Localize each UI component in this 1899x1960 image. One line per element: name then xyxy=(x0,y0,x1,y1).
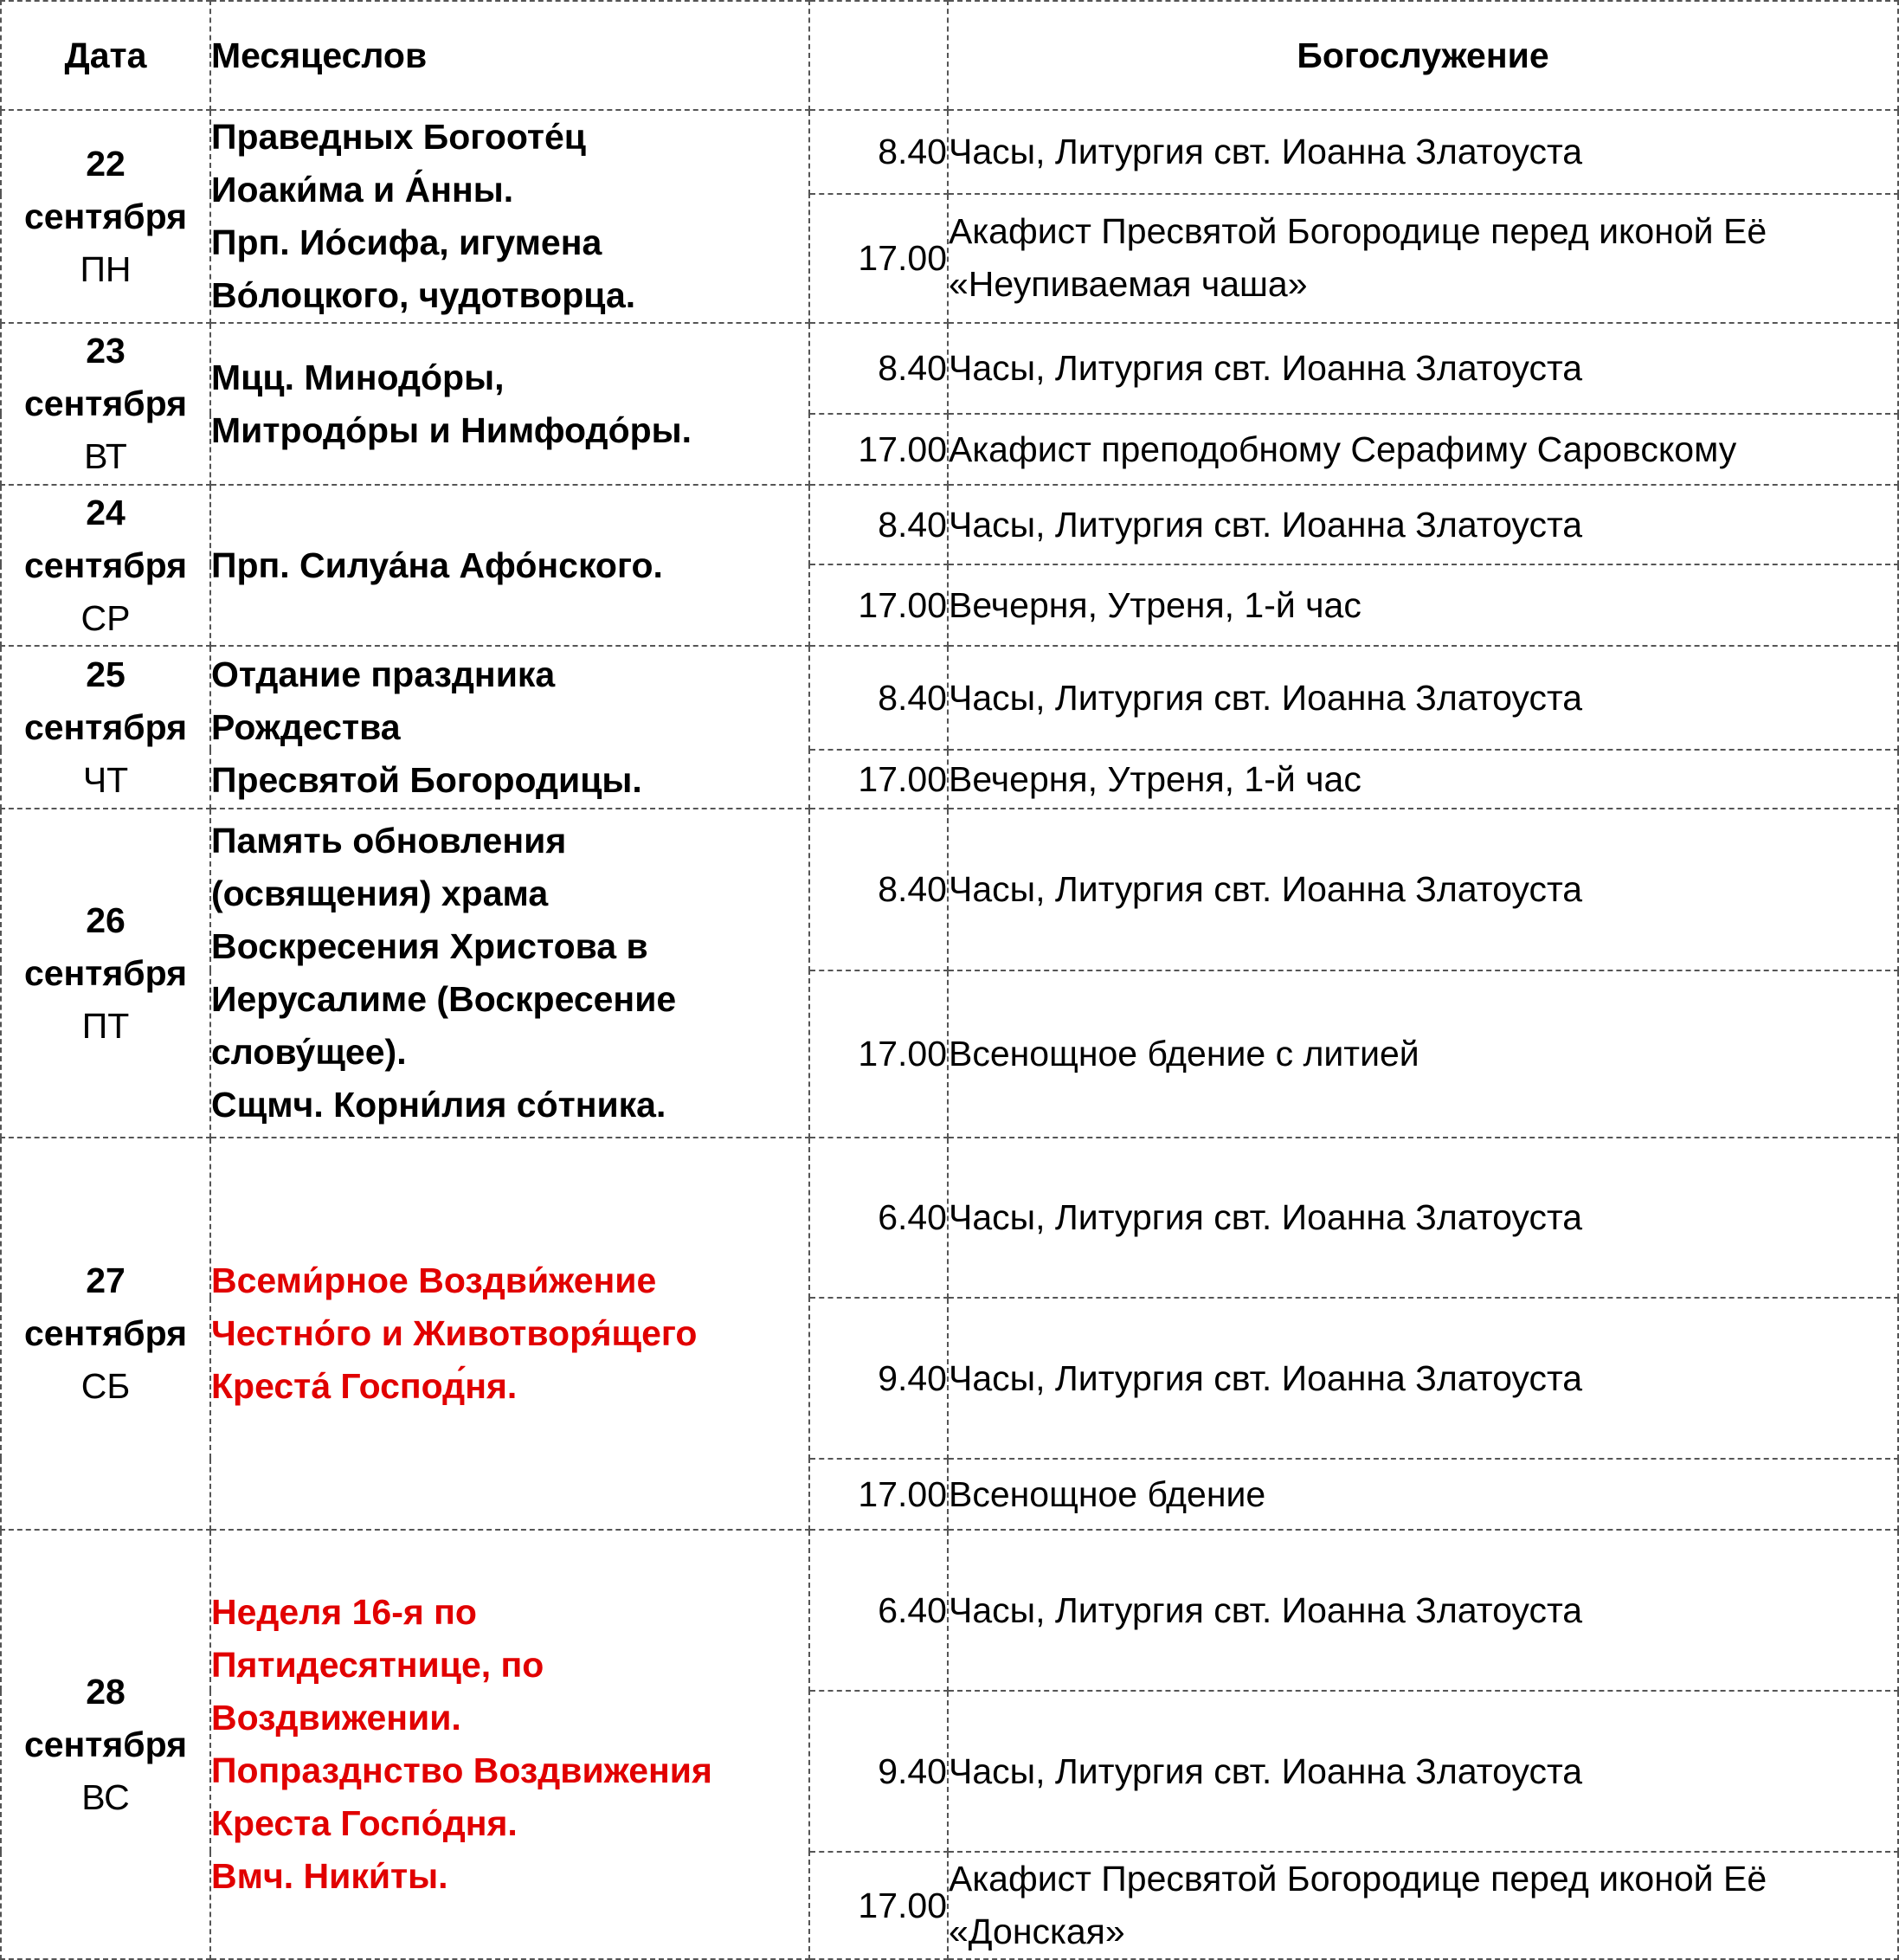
calendar-line: Мцц. Минодо́ры, xyxy=(211,357,505,397)
service-text-line: Вечерня, Утреня, 1-й час xyxy=(949,584,1361,625)
service-text-line: Акафист Пресвятой Богородице перед иконой Её xyxy=(949,1859,1767,1899)
calendar-line: Честно́го и Животворя́щего xyxy=(211,1313,698,1353)
calendar-line: Всеми́рное Воздви́жение xyxy=(211,1260,657,1300)
service-time: 17.00 xyxy=(809,970,948,1138)
calendar-line: Рождества xyxy=(211,706,401,747)
table-row xyxy=(1,110,1898,194)
date-cell xyxy=(1,809,210,1138)
service-time: 8.40 xyxy=(809,323,948,414)
table-row xyxy=(1,646,1898,750)
calendar-line: Креста Госпо́дня. xyxy=(211,1803,518,1843)
service-time: 17.00 xyxy=(809,564,948,646)
calendar-cell xyxy=(210,323,809,485)
date-weekday: ПН xyxy=(80,248,132,289)
calendar-line: Креста́ Господ́ня. xyxy=(211,1366,518,1406)
table-row xyxy=(1,1138,1898,1298)
service-time: 9.40 xyxy=(809,1298,948,1459)
service-cell xyxy=(948,1298,1898,1459)
service-time: 8.40 xyxy=(809,646,948,750)
calendar-line: Вмч. Ники́ты. xyxy=(211,1856,448,1896)
date-day-number: 25 xyxy=(86,654,126,694)
table-row xyxy=(1,485,1898,564)
service-time: 8.40 xyxy=(809,809,948,970)
date-weekday: ЧТ xyxy=(82,759,129,800)
date-weekday: СБ xyxy=(80,1366,131,1406)
header-date: Дата xyxy=(1,1,210,110)
calendar-cell xyxy=(210,485,809,646)
service-cell xyxy=(948,110,1898,194)
service-cell xyxy=(948,750,1898,809)
service-cell xyxy=(948,809,1898,970)
service-time: 6.40 xyxy=(809,1530,948,1691)
service-cell xyxy=(948,194,1898,323)
service-time: 17.00 xyxy=(809,414,948,485)
service-time: 17.00 xyxy=(809,1459,948,1530)
service-cell xyxy=(948,1459,1898,1530)
service-cell xyxy=(948,323,1898,414)
service-cell xyxy=(948,485,1898,564)
date-month: сентября xyxy=(23,1724,188,1764)
calendar-line: Неделя 16-я по xyxy=(211,1592,477,1632)
service-time: 17.00 xyxy=(809,1852,948,1959)
date-weekday: ВТ xyxy=(84,436,127,476)
schedule-body xyxy=(1,110,1898,1959)
service-cell xyxy=(948,564,1898,646)
service-text-line: Часы, Литургия свт. Иоанна Златоуста xyxy=(949,1197,1583,1237)
service-text-line: Вечерня, Утреня, 1-й час xyxy=(949,758,1361,799)
service-text-line: «Донская» xyxy=(949,1912,1125,1951)
header-calendar: Месяцеслов xyxy=(210,1,809,110)
date-month: сентября xyxy=(23,1313,188,1353)
service-cell xyxy=(948,646,1898,750)
service-time: 6.40 xyxy=(809,1138,948,1298)
calendar-line: Отдание праздника xyxy=(211,654,556,694)
date-cell xyxy=(1,323,210,485)
service-cell xyxy=(948,1691,1898,1852)
table-row xyxy=(1,1530,1898,1691)
table-row xyxy=(1,323,1898,414)
table-row xyxy=(1,809,1898,970)
date-day-number: 27 xyxy=(86,1260,126,1300)
service-text-line: Часы, Литургия свт. Иоанна Златоуста xyxy=(949,869,1583,909)
service-text-line: Акафист Пресвятой Богородице перед иконой Её xyxy=(949,211,1767,252)
service-cell xyxy=(948,1852,1898,1959)
date-day-number: 28 xyxy=(86,1671,126,1712)
calendar-cell xyxy=(210,1530,809,1959)
service-text-line: Часы, Литургия свт. Иоанна Златоуста xyxy=(949,677,1583,718)
service-text-line: Всенощное бдение с литией xyxy=(949,1034,1419,1073)
calendar-line: Пресвятой Богородицы. xyxy=(211,759,642,800)
calendar-line: (освящения) храма xyxy=(211,874,549,913)
date-cell xyxy=(1,1530,210,1959)
calendar-line: Праведных Богооте́ц xyxy=(211,117,586,157)
calendar-line: Попразднство Воздвижения xyxy=(211,1750,712,1790)
service-text-line: Часы, Литургия свт. Иоанна Златоуста xyxy=(949,504,1583,545)
date-weekday: СР xyxy=(80,597,131,638)
service-time: 8.40 xyxy=(809,110,948,194)
service-text-line: Часы, Литургия свт. Иоанна Златоуста xyxy=(949,131,1583,171)
service-time: 17.00 xyxy=(809,750,948,809)
header-service: Богослужение xyxy=(948,1,1898,110)
date-cell xyxy=(1,1138,210,1530)
service-text-line: «Неупиваемая чаша» xyxy=(949,264,1308,305)
date-day-number: 23 xyxy=(86,331,126,371)
date-cell xyxy=(1,110,210,323)
calendar-line: Пятидесятнице, по xyxy=(211,1645,544,1685)
date-month: сентября xyxy=(23,384,188,423)
calendar-line: Воскресения Христова в xyxy=(211,926,648,966)
calendar-line: Прп. Ио́сифа, игумена xyxy=(211,222,602,262)
calendar-line: Воздвижении. xyxy=(211,1698,461,1738)
date-cell xyxy=(1,646,210,809)
calendar-line: Прп. Силуа́на Афо́нского. xyxy=(211,545,663,585)
service-cell xyxy=(948,1138,1898,1298)
calendar-line: Память обновления xyxy=(211,821,567,861)
service-text-line: Всенощное бдение xyxy=(949,1473,1266,1514)
service-time: 8.40 xyxy=(809,485,948,564)
date-day-number: 24 xyxy=(86,492,126,532)
date-weekday: ВС xyxy=(81,1776,130,1817)
header-row xyxy=(1,1,1898,110)
calendar-line: Во́лоцкого, чудотворца. xyxy=(211,275,636,315)
service-cell xyxy=(948,1530,1898,1691)
header-time xyxy=(809,1,948,110)
service-text-line: Часы, Литургия свт. Иоанна Златоуста xyxy=(949,348,1583,388)
date-weekday: ПТ xyxy=(81,1005,130,1046)
service-text-line: Часы, Литургия свт. Иоанна Златоуста xyxy=(949,1750,1583,1791)
date-cell xyxy=(1,485,210,646)
calendar-cell xyxy=(210,110,809,323)
calendar-line: Иоаки́ма и А́нны. xyxy=(211,170,514,210)
date-month: сентября xyxy=(23,545,188,585)
service-cell xyxy=(948,970,1898,1138)
service-text-line: Акафист преподобному Серафиму Саровскому xyxy=(949,429,1737,469)
service-time: 9.40 xyxy=(809,1691,948,1852)
calendar-line: Сщмч. Корни́лия со́тника. xyxy=(211,1085,666,1125)
calendar-line: Митродо́ры и Нимфодо́ры. xyxy=(211,409,692,450)
calendar-line: Иерусалиме (Воскресение xyxy=(211,979,677,1019)
date-day-number: 26 xyxy=(86,899,126,940)
service-text-line: Часы, Литургия свт. Иоанна Златоуста xyxy=(949,1589,1583,1630)
calendar-cell xyxy=(210,809,809,1138)
service-time: 17.00 xyxy=(809,194,948,323)
service-text-line: Часы, Литургия свт. Иоанна Златоуста xyxy=(949,1357,1583,1398)
calendar-cell xyxy=(210,646,809,809)
date-month: сентября xyxy=(23,706,188,747)
date-month: сентября xyxy=(23,196,188,236)
service-cell xyxy=(948,414,1898,485)
calendar-cell xyxy=(210,1138,809,1530)
date-month: сентября xyxy=(23,952,188,993)
calendar-line: слову́щее). xyxy=(211,1032,407,1072)
date-day-number: 22 xyxy=(86,143,126,184)
